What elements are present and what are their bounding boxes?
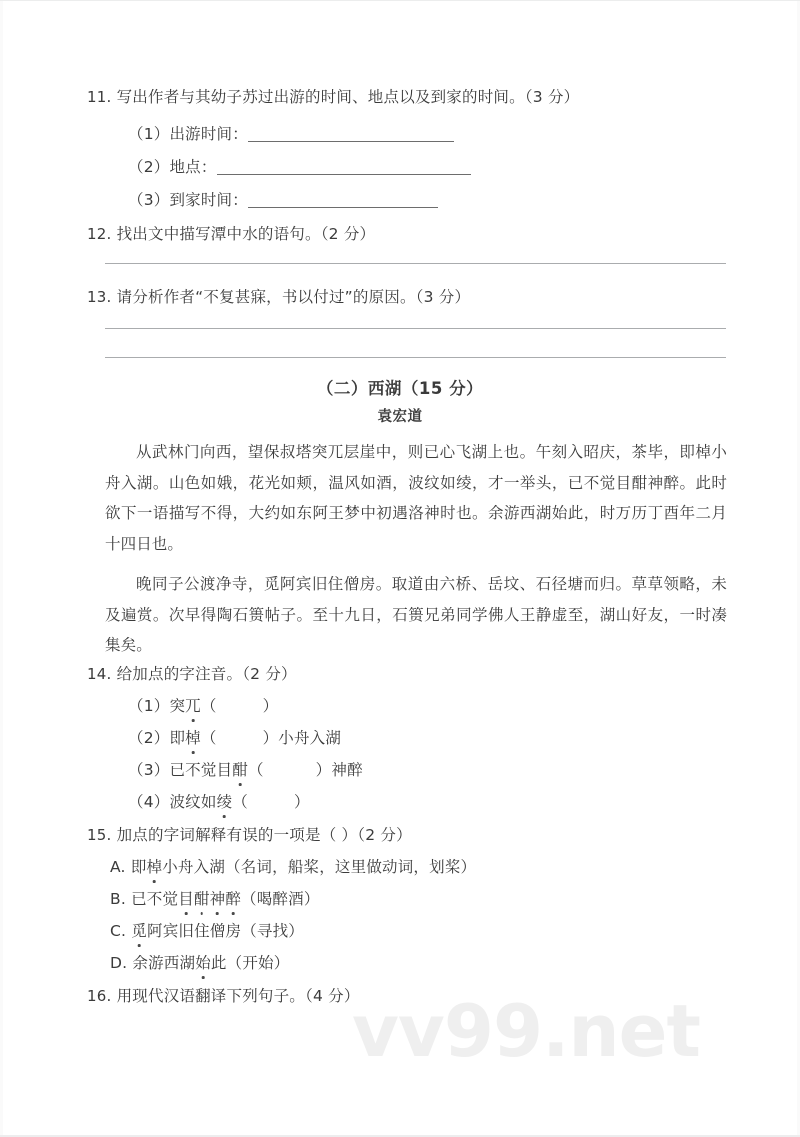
question-15-option-d-pre: 余游西湖	[132, 954, 196, 972]
passage-paragraph-1: 从武林门向西，望保叔塔突兀层崖中，则已心飞湖上也。午刻入昭庆，茶毕，即棹小舟入湖。山色如娥，花光如颊，温风如酒，波纹如绫，才一举头，已不觉目酣神醉。此时欲下一语描写不得，大约如东阿王梦中初遇洛神时也。余游西湖始此，时万历丁酉年二月十四日也。	[105, 443, 727, 553]
question-11-sub-3-label: （3）到家时间：	[128, 191, 248, 209]
question-14-number: 14.	[87, 665, 112, 683]
question-14-sub-1	[128, 695, 278, 717]
question-11	[87, 86, 579, 108]
question-15-option-a-pre: 即	[130, 858, 147, 876]
question-15-text: 加点的字词解释有误的一项是（ ）（2 分）	[116, 826, 412, 844]
page-edge-left	[0, 1, 3, 1135]
question-15-option-d-letter: D.	[110, 954, 128, 972]
question-12-number: 12.	[87, 225, 112, 243]
question-15-option-c-post: 阿宾旧住僧房（寻找）	[147, 922, 305, 940]
question-15-option-a-post: 小舟入湖（名词，船桨，这里做动词，划桨）	[162, 858, 477, 876]
watermark-vv99: vv99.net	[352, 989, 700, 1073]
question-15-option-d-post: 此（开始）	[210, 954, 290, 972]
question-15	[87, 824, 412, 846]
question-15-option-c-letter: C.	[110, 922, 127, 940]
question-15-option-b[interactable]	[110, 888, 320, 910]
question-11-blank-1[interactable]	[248, 127, 454, 142]
question-11-sub-2-label: （2）地点：	[128, 158, 217, 176]
question-14-sub-3-open-paren: （	[247, 761, 264, 779]
question-11-blank-3[interactable]	[248, 193, 438, 208]
question-11-blank-2[interactable]	[217, 160, 471, 175]
question-15-option-c-dotted: 觅	[131, 922, 147, 940]
question-15-option-a[interactable]	[110, 856, 476, 878]
question-14-sub-1-open-paren: （	[200, 697, 217, 715]
question-14-sub-2-pre: （2）即	[128, 729, 186, 747]
question-14-sub-1-dotted-char: 兀	[185, 697, 201, 715]
question-14-sub-3	[128, 759, 363, 781]
question-14-sub-2-dotted-char: 棹	[185, 729, 201, 747]
question-14-text: 给加点的字注音。（2 分）	[116, 665, 297, 683]
question-12-text: 找出文中描写潭中水的语句。（2 分）	[116, 225, 376, 243]
passage-title: （二）西湖（15 分）	[316, 379, 484, 398]
question-14-sub-4-tail: ）	[293, 793, 310, 811]
question-13-number: 13.	[87, 288, 112, 306]
question-12	[87, 223, 375, 245]
question-14	[87, 663, 297, 685]
question-15-option-b-pre: 已不觉	[131, 890, 179, 908]
question-15-option-c[interactable]	[110, 920, 304, 942]
question-14-sub-1-tail: ）	[262, 697, 279, 715]
passage-author: 袁宏道	[377, 409, 423, 425]
question-15-option-a-dotted: 棹	[146, 858, 163, 876]
question-15-number: 15.	[87, 826, 112, 844]
question-12-answer-rule-1[interactable]	[105, 263, 726, 264]
question-15-option-b-dotted: 目酣神醉	[178, 890, 242, 908]
question-11-sub-1	[128, 123, 454, 145]
passage-paragraph-2: 晚同子公渡净寺，觅阿宾旧住僧房。取道由六桥、岳坟、石径塘而归。草草领略，未及遍赏。次早得陶石篑帖子。至十九日，石篑兄弟同学佛人王静虚至，湖山好友，一时凑集矣。	[105, 575, 727, 654]
question-13-answer-rule-1[interactable]	[105, 328, 726, 329]
question-14-sub-3-dotted-char: 酣	[232, 761, 248, 779]
question-15-option-a-letter: A.	[110, 858, 126, 876]
question-14-sub-4-pre: （4）波纹如	[128, 793, 217, 811]
question-13-text: 请分析作者“不复甚寐，书以付过”的原因。（3 分）	[116, 288, 471, 306]
question-14-sub-4	[128, 791, 310, 813]
question-14-sub-4-dotted-char: 绫	[216, 793, 233, 811]
question-13-answer-rule-2[interactable]	[105, 357, 726, 358]
question-15-option-b-letter: B.	[110, 890, 126, 908]
question-13	[87, 286, 470, 308]
question-14-sub-2-tail: ）小舟入湖	[262, 729, 342, 747]
question-15-option-b-post: （喝醉酒）	[241, 890, 320, 908]
question-15-option-d[interactable]	[110, 952, 289, 974]
question-16-text: 用现代汉语翻译下列句子。（4 分）	[116, 987, 360, 1005]
question-11-sub-1-label: （1）出游时间：	[128, 125, 248, 143]
question-11-text: 写出作者与其幼子苏过出游的时间、地点以及到家的时间。（3 分）	[116, 88, 580, 106]
question-16	[87, 985, 360, 1007]
question-14-sub-3-pre: （3）已不觉目	[128, 761, 233, 779]
question-11-number: 11.	[87, 88, 112, 106]
question-16-number: 16.	[87, 987, 112, 1005]
question-14-sub-3-tail: ）神醉	[315, 761, 363, 779]
question-14-sub-4-open-paren: （	[232, 793, 248, 811]
question-14-sub-2	[128, 727, 341, 749]
question-14-sub-1-pre: （1）突	[128, 697, 186, 715]
question-14-sub-2-open-paren: （	[200, 729, 217, 747]
question-11-sub-2	[128, 156, 471, 178]
question-15-option-d-dotted: 始	[195, 954, 211, 972]
question-11-sub-3	[128, 189, 438, 211]
